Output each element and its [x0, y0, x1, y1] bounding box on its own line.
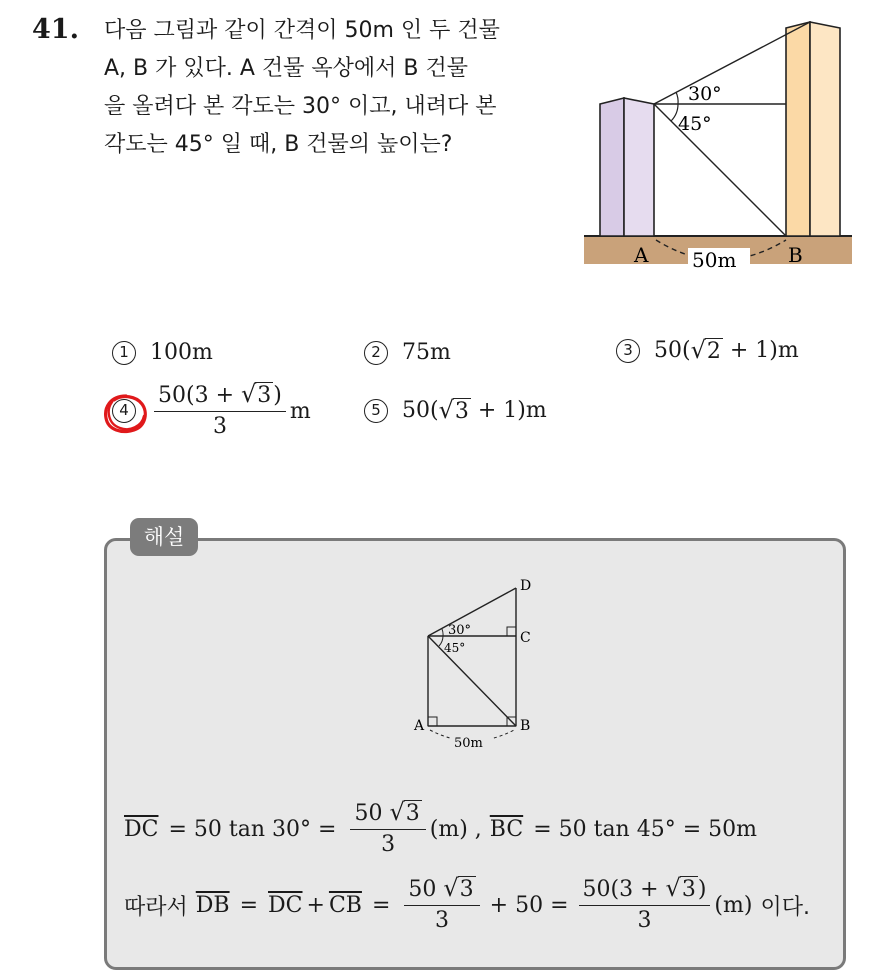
sol-label-c: C — [520, 630, 531, 646]
question-text — [104, 12, 564, 164]
choice-text: 75m — [402, 340, 451, 365]
question-line: 을 올려다 본 각도는 30° 이고, 내려다 본 — [104, 94, 497, 119]
equation-part: = 50 tan 45° = 50m — [533, 816, 757, 842]
choice-marker: 2 — [364, 341, 388, 365]
sqrt: √ 2 — [690, 336, 721, 364]
choice-2[interactable] — [364, 340, 451, 365]
solution-figure — [410, 572, 550, 756]
selection-mark — [100, 390, 152, 438]
segment-cb: $\overline{CB}$ — [328, 892, 362, 918]
question-number: 41. — [32, 14, 79, 45]
buildings-figure — [584, 12, 856, 276]
sol-distance: 50m — [454, 736, 483, 751]
choice-marker: 1 — [112, 341, 136, 365]
choice-marker: 5 — [364, 399, 388, 423]
building-b — [786, 22, 840, 236]
angle-up-label: 30° — [688, 83, 722, 105]
sol-angle-down: 45° — [444, 641, 466, 655]
choice-text-pre: 50( — [654, 338, 691, 364]
choice-marker: 4 — [112, 399, 136, 423]
sol-label-d: D — [520, 578, 532, 594]
question-line: 다음 그림과 같이 간격이 50m 인 두 건물 — [104, 18, 500, 43]
label-a: A — [634, 243, 649, 267]
segment-dc: $\overline{DC}$ — [268, 892, 303, 918]
choice-text-post: + 1)m — [722, 338, 799, 364]
building-a — [600, 98, 654, 236]
solution-tag: 해설 — [130, 518, 198, 556]
label-b: B — [788, 243, 803, 267]
fraction: 50 √ 3 3 — [350, 800, 425, 859]
choice-text-pre: 50( — [402, 398, 439, 424]
solution-equation-1 — [124, 800, 767, 859]
choice-unit: m — [289, 398, 311, 424]
fraction: 50(3 + √ 3 ) 3 — [579, 876, 711, 935]
sol-angle-up: 30° — [448, 623, 472, 638]
fraction: 50 √ 3 3 — [404, 876, 479, 935]
sol-label-b: B — [520, 718, 531, 734]
segment-dc: $\overline{DC}$ — [124, 816, 159, 842]
question-line: A, B 가 있다. A 건물 옥상에서 B 건물 — [104, 56, 468, 81]
sqrt: √ 3 — [438, 396, 469, 424]
equation-prefix: 따라서 — [124, 894, 188, 920]
equation-part: (m) , — [429, 816, 482, 842]
solution-equation-2: 따라서 $\overline{DB}$ = $\overline{DC}$ + $\overline{CB}$ = 50 √ 3 3 + 50 = 50(3 + √ 3 ) 3 (m) 이다. — [124, 874, 810, 934]
choice-3[interactable] — [616, 338, 799, 363]
choice-text-post: + 1)m — [470, 398, 547, 424]
question-line: 각도는 45° 일 때, B 건물의 높이는? — [104, 132, 453, 157]
sol-label-a: A — [414, 718, 425, 734]
segment-db: $\overline{DB}$ — [195, 892, 230, 918]
equation-suffix: 이다. — [760, 894, 810, 920]
choice-1[interactable] — [112, 340, 213, 365]
choice-fraction: 50(3 + √ 3 ) 3 — [154, 382, 286, 441]
equation-part: = 50 tan 30° = — [168, 816, 337, 842]
segment-bc: $\overline{BC}$ — [489, 816, 524, 842]
sight-line-down — [654, 104, 786, 236]
choice-text: 100m — [150, 340, 213, 365]
angle-down-label: 45° — [678, 113, 712, 135]
distance-label: 50m — [692, 248, 737, 272]
choice-5[interactable] — [364, 398, 547, 423]
choice-marker: 3 — [616, 339, 640, 363]
